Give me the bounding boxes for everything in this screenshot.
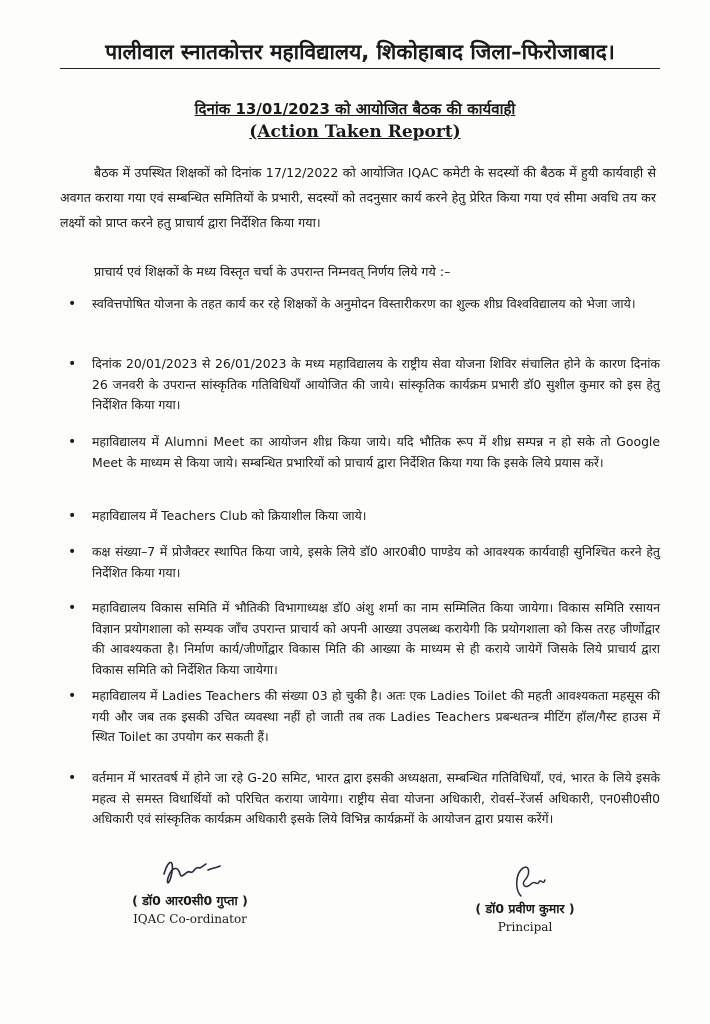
- action-taken-report-label: (Action Taken Report): [249, 122, 461, 142]
- iqac-coordinator-signature-block: [110, 852, 270, 928]
- intro-paragraph: बैठक में उपस्थित शिक्षकों को दिनांक 17/12/2022 को आयोजित IQAC कमेटी के सदस्यों की बैठक में हुयी कार्यवाही से अवगत कराया गया एवं सम्बन्धित समितियों के प्रभारी, सदस्यों को तदनुसार कार्य करने हेतु प्रेरित किया गया एवं सीमा अवधि तय कर लक्ष्यों को प्राप्त करने हतु प्राचार्य द्वारा निर्देशित किया गया।: [60, 165, 656, 230]
- coordinator-name: ( डॉ0 आर0सी0 गुप्ता ): [132, 893, 248, 908]
- list-item: [60, 686, 660, 748]
- handwritten-signature-icon: [150, 852, 230, 892]
- bullet-icon: •: [68, 544, 77, 560]
- decisions-lead: प्राचार्य एवं शिक्षकों के मध्य विस्तृत चर्चा के उपरान्त निम्नवत् निर्णय लिये गये :–: [94, 264, 451, 279]
- list-item: [60, 354, 660, 416]
- list-item-text: वर्तमान में भारतवर्ष में होने जा रहे G-20 समिट, भारत द्वारा इसकी अध्यक्षता, सम्बन्धित गतिविधियाँ, एवं, भारत के लिये इसके महत्व से समस्त विधार्थियों को परिचित कराया जायेगा। राष्ट्रीय सेवा योजना अधिकारी, रोवर्स–रेंजर्स अधिकारी, एन0सी0सी0 अधिकारी एवं सांस्कृतिक कार्यक्रम अधिकारी इसके लिये विभिन्न कार्यक्रमों के आयोजन द्वारा प्रयास करेंगें।: [92, 770, 660, 826]
- list-item-text: महाविद्यालय में Alumni Meet का आयोजन शीध्र किया जाये। यदि भौतिक रूप में शीध्र सम्पन्न न हो सके तो Google Meet के माध्यम से किया जाये। सम्बन्धित प्रभारियों को प्राचार्य द्वारा निर्देशित किया गया कि इसके लिये प्रयास करें।: [92, 434, 660, 470]
- list-item-text: कक्ष संख्या–7 में प्रोजैक्टर स्थापित किया जाये, इसके लिये डॉ0 आर0बी0 पाण्डेय को आवश्यक कार्यवाही सुनिश्चित करने हेतु निर्देशित किया गया।: [92, 544, 660, 580]
- meeting-title: दिनांक 13/01/2023 को आयोजित बैठक की कार्यवाही: [194, 100, 516, 118]
- list-item: [60, 542, 660, 583]
- list-item-text: स्ववित्तपोषित योजना के तहत कार्य कर रहे शिक्षकों के अनुमोदन विस्तारीकरण का शुल्क शीघ्र विश्वविद्यालय को भेजा जाये।: [92, 296, 636, 311]
- bullet-icon: •: [68, 688, 77, 704]
- list-item: [60, 768, 660, 830]
- bullet-icon: •: [68, 770, 77, 786]
- principal-signature-block: [450, 860, 600, 936]
- principal-name: ( डॉ0 प्रवीण कुमार ): [475, 901, 575, 916]
- list-item-text: दिनांक 20/01/2023 से 26/01/2023 के मध्य महाविद्यालय के राष्ट्रीय सेवा योजना शिविर संचालित होने के कारण दिनांक 26 जनवरी के उपरान्त सांस्कृतिक गतिविधियाँ आयोजित की जाये। सांस्कृतिक कार्यक्रम प्रभारी डॉ0 सुशील कुमार को इस हेतु निर्देशित किया गया।: [92, 356, 660, 412]
- list-item-text: महाविद्यालय में Teachers Club को क्रियाशील किया जाये।: [92, 508, 367, 523]
- bullet-icon: •: [68, 356, 77, 372]
- college-title: पालीवाल स्नातकोत्तर महाविद्यालय, शिकोहाबाद जिला–फिरोजाबाद।: [60, 38, 660, 69]
- bullet-icon: •: [68, 508, 77, 524]
- report-heading: [120, 98, 590, 144]
- list-item-text: महाविद्यालय विकास समिति में भौतिकी विभागाध्यक्ष डॉ0 अंशु शर्मा का नाम सम्मिलित किया जायेगा। विकास समिति रसायन विज्ञान प्रयोगशाला को सम्यक जाँच उपरान्त प्राचार्य को अपनी आख्या उपलब्ध करायेगी कि प्रयोगशाला को किस तरह जीर्णोद्वार की आवश्यकता है। निर्माण कार्य/जीर्णोद्वार विकास मिति की आख्या के माध्यम से ही कराये जायेगें जिसके लिये प्राचार्य द्वारा विकास समिति को निर्देशित किया जायेगा।: [92, 600, 660, 677]
- bullet-icon: •: [68, 434, 77, 450]
- list-item: [60, 294, 660, 315]
- coordinator-role: IQAC Co-ordinator: [133, 912, 247, 926]
- list-item-text: महाविद्यालय में Ladies Teachers की संख्या 03 हो चुकी है। अतः एक Ladies Toilet की महती आवश्यकता महसूस की गयी और जब तक इसकी उचित व्यवस्था नहीं हो जाती तब तक Ladies Teachers प्रबन्धतन्त्र मीटिंग हॉल/गैस्ट हाउस में स्थित Toilet का उपयोग कर सकती हैं।: [92, 688, 660, 744]
- list-item: [60, 506, 660, 527]
- bullet-icon: •: [68, 600, 77, 616]
- principal-role: Principal: [497, 920, 553, 934]
- list-item: [60, 598, 660, 680]
- handwritten-signature-icon: [485, 860, 565, 900]
- bullet-icon: •: [68, 296, 77, 312]
- list-item: [60, 432, 660, 473]
